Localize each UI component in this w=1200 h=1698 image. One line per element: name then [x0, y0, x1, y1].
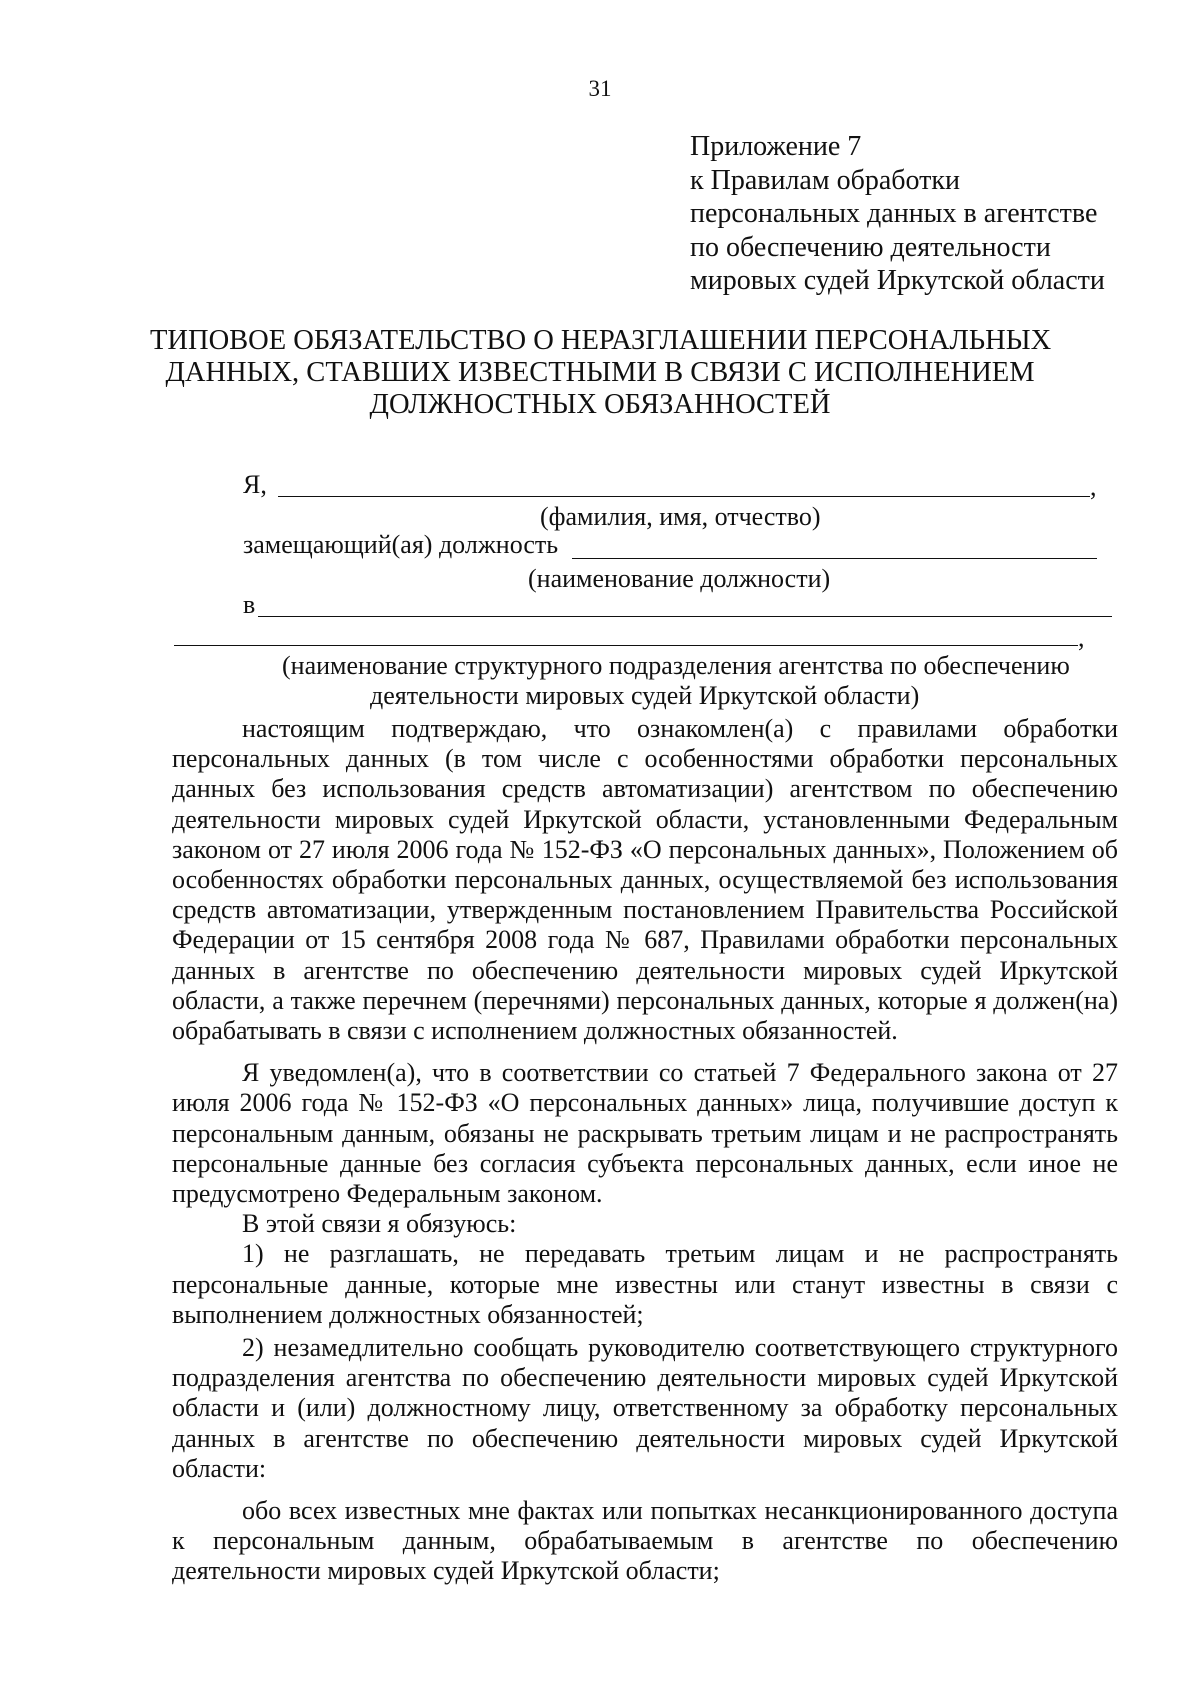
position-label: замещающий(ая) должность: [243, 530, 559, 559]
paragraph-obligation-2: 2) незамедлительно сообщать руководителю соответствующего структурного подразделения агентства по обеспечению деятельности мировых судей Иркутской области и (или) должностному лицу, ответственному за обработку персональных данных в агентстве по обеспечению деятельности мировых судей Иркутской области:: [172, 1333, 1118, 1483]
paragraph-confirmation: настоящим подтверждаю, что ознакомлен(а) с правилами обработки персональных данных (в том числе с особенностями обработки персональных данных без использования средств автоматизации) агентством по обеспечению деятельности мировых судей Иркутской области, установленными Федеральным законом от 27 июля 2006 года № 152-ФЗ «О персональных данных», Положением об особенностях обработки персональных данных, осуществляемой без использования средств автоматизации, утвержденным постановлением Правительства Российской Федерации от 15 сентября 2008 года № 687, Правилами обработки персональных данных в агентстве по обеспечению деятельности мировых судей Иркутской области, а также перечнем (перечнями) персональных данных, которые я должен(на) обрабатывать в связи с исполнением должностных обязанностей.: [172, 714, 1118, 1046]
paragraph-obligation-intro: В этой связи я обязуюсь:: [242, 1209, 517, 1239]
unit-blank-line-2: [174, 645, 1078, 646]
title-line: ДОЛЖНОСТНЫХ ОБЯЗАННОСТЕЙ: [369, 389, 831, 420]
paragraph-obligation-1: 1) не разглашать, не передавать третьим лицам и не распространять персональные данные, которые мне известны или станут известны в связи с выполнением должностных обязанностей;: [172, 1239, 1118, 1329]
unit-caption-line1: (наименование структурного подразделения агентства по обеспечению: [282, 651, 1070, 680]
fio-comma: ,: [1090, 472, 1097, 501]
page-number: 31: [588, 76, 612, 101]
unit-blank-line-1: [258, 616, 1112, 617]
title-line: ТИПОВОЕ ОБЯЗАТЕЛЬСТВО О НЕРАЗГЛАШЕНИИ ПЕРСОНАЛЬНЫХ: [150, 325, 1052, 356]
position-blank-line: [572, 558, 1097, 559]
appendix-line: мировых судей Иркутской области: [690, 265, 1105, 296]
appendix-header: [690, 130, 1105, 298]
appendix-line: персональных данных в агентстве: [690, 198, 1098, 229]
position-caption: (наименование должности): [528, 564, 831, 593]
appendix-line: Приложение 7: [690, 131, 862, 162]
v-label: в: [243, 590, 256, 619]
unit-caption-line2: деятельности мировых судей Иркутской области): [370, 681, 920, 710]
appendix-line: к Правилам обработки: [690, 164, 960, 196]
unit-comma: ,: [1078, 623, 1085, 652]
ya-label: Я,: [243, 470, 267, 499]
fio-caption: (фамилия, имя, отчество): [540, 502, 821, 531]
fio-blank-line: [278, 496, 1090, 497]
document-title: [150, 325, 1050, 421]
paragraph-notification: Я уведомлен(а), что в соответствии со статьей 7 Федерального закона от 27 июля 2006 года № 152-ФЗ «О персональных данных» лица, получившие доступ к персональным данным, обязаны не раскрывать третьим лицам и не распространять персональные данные без согласия субъекта персональных данных, если иное не предусмотрено Федеральным законом.: [172, 1058, 1118, 1209]
paragraph-obligation-2a: обо всех известных мне фактах или попытках несанкционированного доступа к персональным данным, обрабатываемым в агентстве по обеспечению деятельности мировых судей Иркутской области;: [172, 1496, 1118, 1586]
appendix-line: по обеспечению деятельности: [690, 231, 1051, 263]
document-body: [172, 714, 1118, 1587]
title-line: ДАННЫХ, СТАВШИХ ИЗВЕСТНЫМИ В СВЯЗИ С ИСПОЛНЕНИЕМ: [165, 357, 1035, 388]
